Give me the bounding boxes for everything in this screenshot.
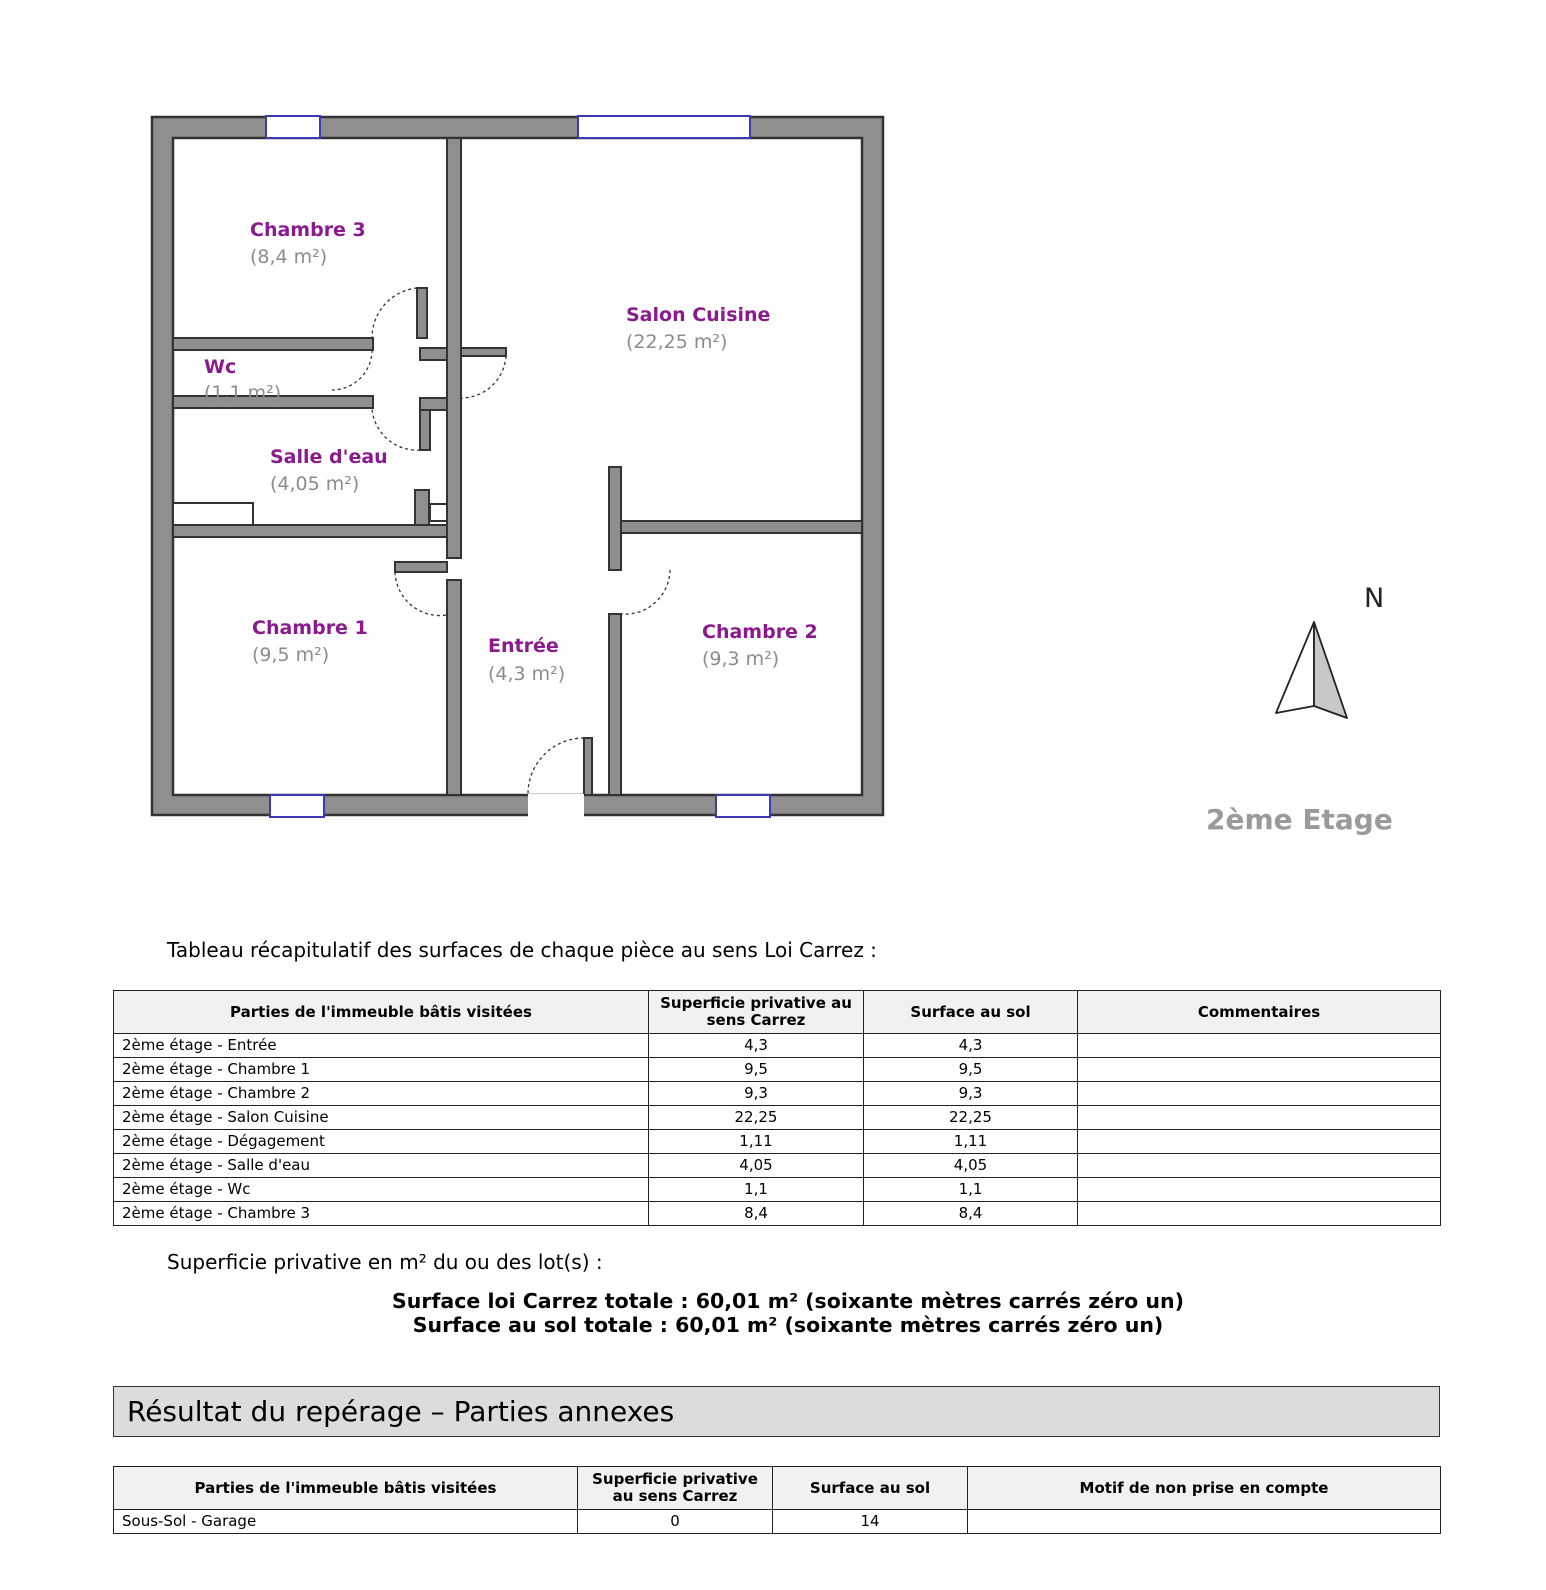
table-row [114,1130,1441,1154]
row-part: Sous-Sol - Garage [114,1510,578,1534]
table-row [114,1178,1441,1202]
room-area-entree: (4,3 m²) [488,663,566,685]
room-area-wc: (1,1 m²) [204,382,282,404]
floor-label: 2ème Etage [1206,803,1393,836]
row-part: 2ème étage - Salle d'eau [114,1154,649,1178]
room-area-chambre-1: (9,5 m²) [252,644,330,666]
row-floor: 8,4 [864,1202,1078,1226]
table-row [114,1058,1441,1082]
row-carrez: 22,25 [649,1106,864,1130]
row-reason [968,1510,1441,1534]
table-row [114,1034,1441,1058]
annexes-table [113,1466,1441,1534]
door-openings [528,794,584,817]
row-comment [1078,1178,1441,1202]
north-label: N [1364,583,1385,614]
summary-caption: Tableau récapitulatif des surfaces de chaque pièce au sens Loi Carrez : [167,938,877,962]
row-carrez: 8,4 [649,1202,864,1226]
total-carrez: Surface loi Carrez totale : 60,01 m² (soixante mètres carrés zéro un) [392,1289,1184,1313]
row-comment [1078,1130,1441,1154]
row-floor: 4,05 [864,1154,1078,1178]
row-comment [1078,1154,1441,1178]
row-comment [1078,1034,1441,1058]
row-part: 2ème étage - Entrée [114,1034,649,1058]
row-comment [1078,1082,1441,1106]
table-header-row [114,1467,1441,1510]
room-area-salle-deau: (4,05 m²) [270,473,360,495]
row-floor: 14 [773,1510,968,1534]
private-area-caption: Superficie privative en m² du ou des lot(s) : [167,1250,603,1274]
north-arrow-icon [1276,622,1347,718]
total-floor: Surface au sol totale : 60,01 m² (soixante mètres carrés zéro un) [412,1313,1164,1337]
header-floor: Surface au sol [864,991,1078,1034]
annexes-section-heading [113,1386,1440,1437]
header-carrez: Superficie privative au sens Carrez [649,991,864,1034]
row-carrez: 1,11 [649,1130,864,1154]
row-floor: 1,11 [864,1130,1078,1154]
row-carrez: 9,5 [649,1058,864,1082]
room-name-wc: Wc [204,356,237,378]
annexes-title: Résultat du repérage – Parties annexes [127,1395,675,1428]
row-part: 2ème étage - Wc [114,1178,649,1202]
header-floor: Surface au sol [773,1467,968,1510]
header-part: Parties de l'immeuble bâtis visitées [114,991,649,1034]
header-part: Parties de l'immeuble bâtis visitées [114,1467,578,1510]
row-part: 2ème étage - Dégagement [114,1130,649,1154]
header-reason: Motif de non prise en compte [968,1467,1441,1510]
room-area-chambre-3: (8,4 m²) [250,246,328,268]
room-name-entree: Entrée [488,635,559,657]
row-comment [1078,1106,1441,1130]
row-floor: 9,5 [864,1058,1078,1082]
room-area-salon-cuisine: (22,25 m²) [626,331,728,353]
table-row [114,1082,1441,1106]
header-comments: Commentaires [1078,991,1441,1034]
row-carrez: 1,1 [649,1178,864,1202]
room-name-chambre-3: Chambre 3 [250,219,366,241]
carrez-summary-table [113,990,1441,1226]
row-part: 2ème étage - Salon Cuisine [114,1106,649,1130]
row-part: 2ème étage - Chambre 3 [114,1202,649,1226]
row-carrez: 0 [578,1510,773,1534]
row-floor: 9,3 [864,1082,1078,1106]
row-floor: 1,1 [864,1178,1078,1202]
table-row [114,1106,1441,1130]
table-header-row [114,991,1441,1034]
room-name-chambre-2: Chambre 2 [702,621,818,643]
table-row [114,1510,1441,1534]
table-row [114,1202,1441,1226]
table-row [114,1154,1441,1178]
row-carrez: 9,3 [649,1082,864,1106]
room-name-chambre-1: Chambre 1 [252,617,368,639]
row-floor: 22,25 [864,1106,1078,1130]
row-part: 2ème étage - Chambre 2 [114,1082,649,1106]
row-part: 2ème étage - Chambre 1 [114,1058,649,1082]
row-floor: 4,3 [864,1034,1078,1058]
row-carrez: 4,05 [649,1154,864,1178]
row-comment [1078,1202,1441,1226]
row-comment [1078,1058,1441,1082]
header-carrez: Superficie privative au sens Carrez [578,1467,773,1510]
room-area-chambre-2: (9,3 m²) [702,648,780,670]
room-name-salon-cuisine: Salon Cuisine [626,304,771,326]
row-carrez: 4,3 [649,1034,864,1058]
room-name-salle-deau: Salle d'eau [270,446,388,468]
